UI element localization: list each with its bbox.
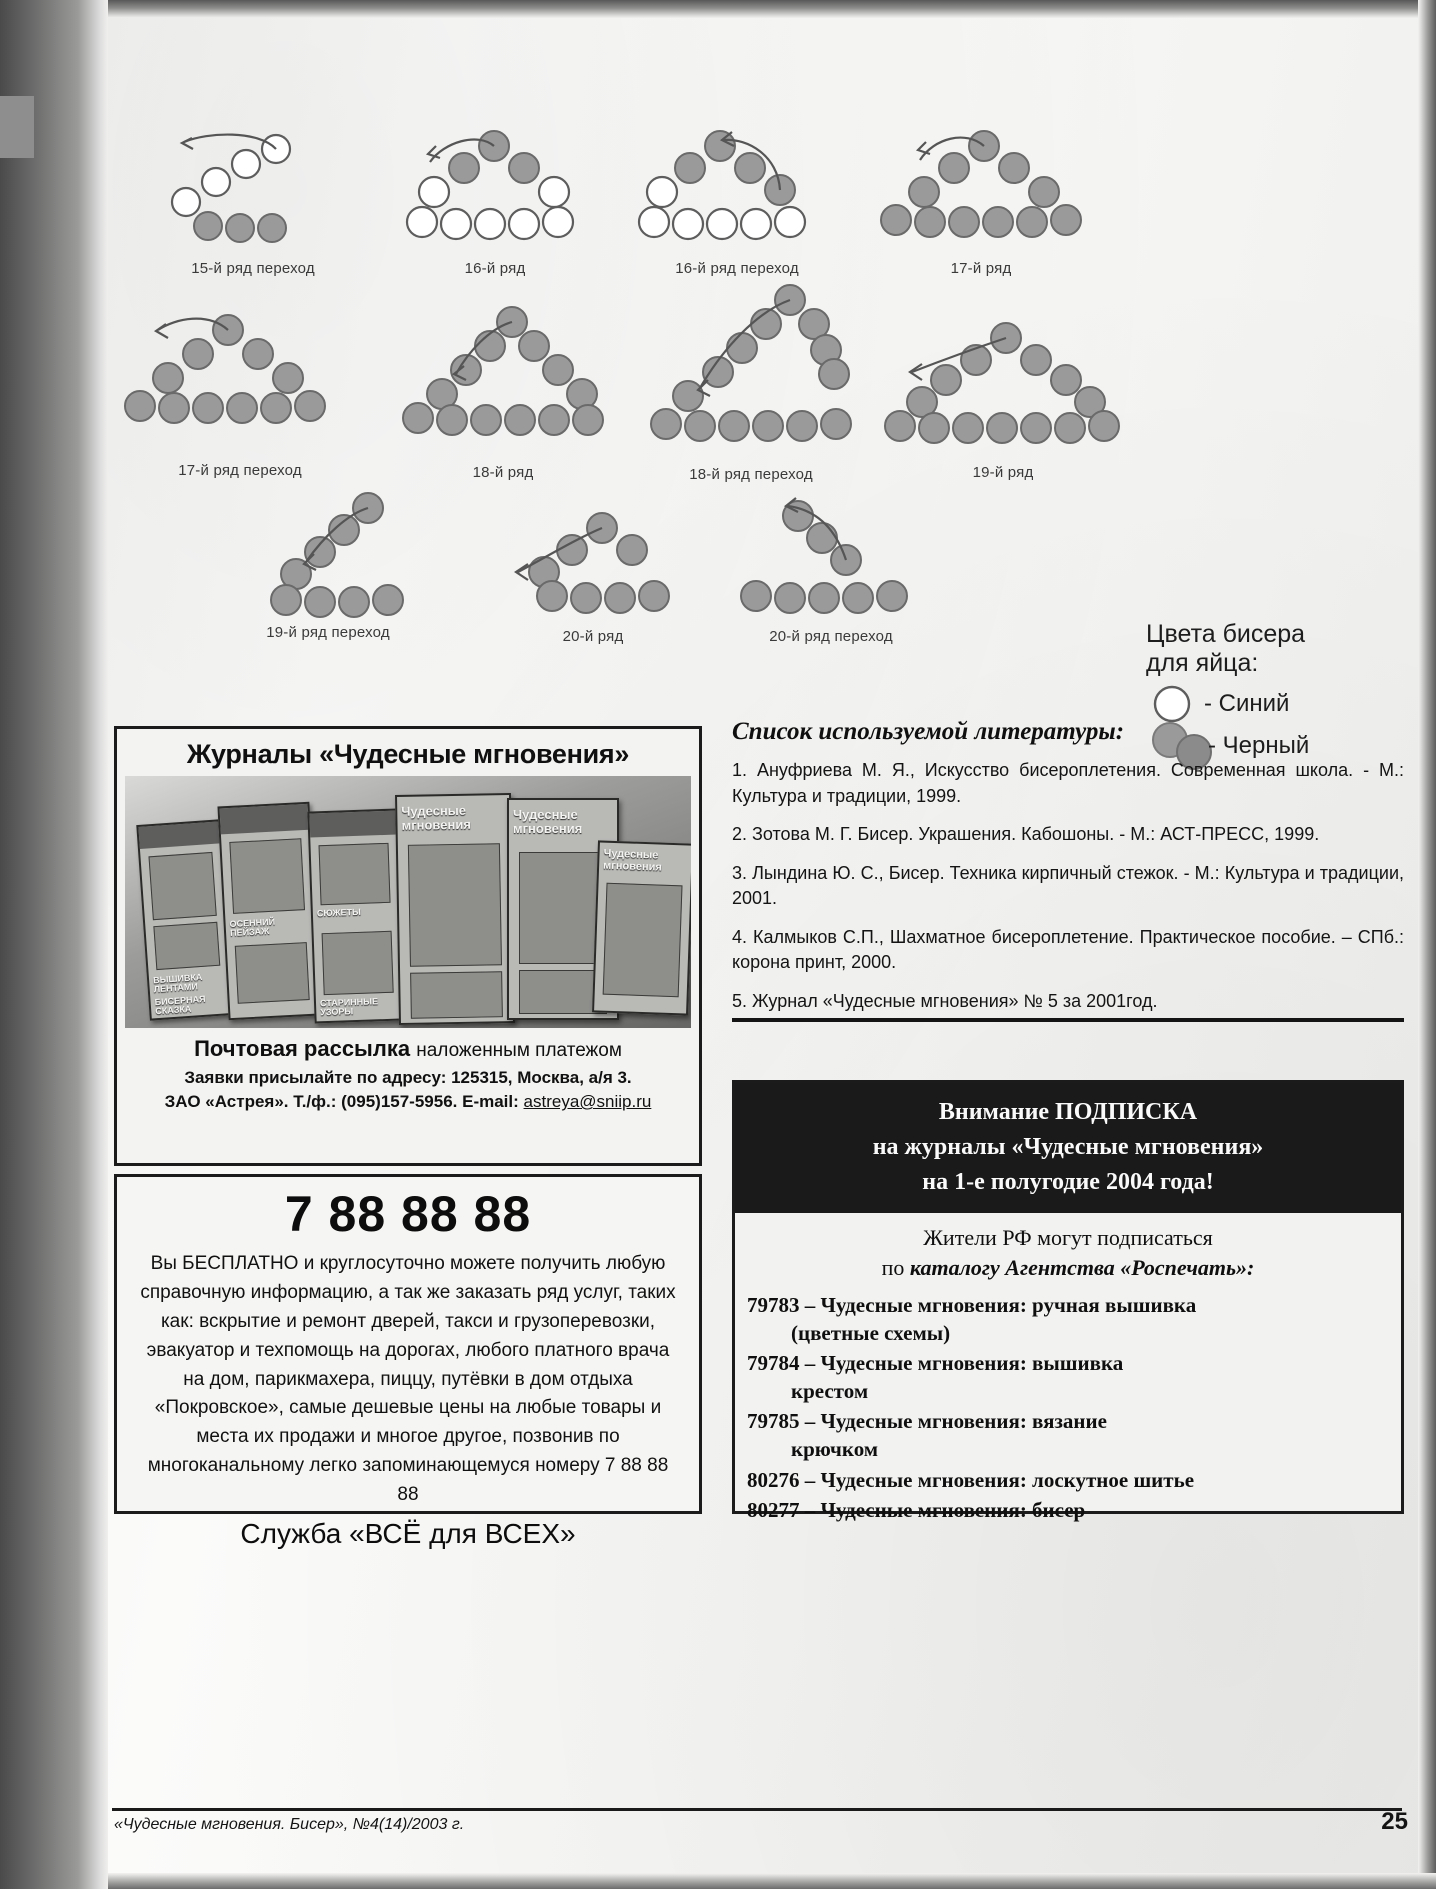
magazine-contact-block: [117, 1066, 699, 1120]
cover-title: Чудесные мгновения: [401, 802, 471, 833]
literature-section: [732, 718, 1404, 1027]
cover-title: Чудесные мгновения: [513, 807, 583, 836]
cover-caption: СТАРИННЫЕ УЗОРЫ: [319, 996, 379, 1018]
magazine-cover: [307, 808, 404, 1023]
diagram-18-row-transition: [626, 278, 876, 483]
scan-edge-left: [0, 0, 108, 1889]
subscription-code: 80277 –: [747, 1497, 821, 1522]
subscription-text: Чудесные мгновения: вязание: [820, 1409, 1107, 1434]
subscription-code: 79784 –: [747, 1351, 821, 1376]
literature-item: 2. Зотова М. Г. Бисер. Украшения. Кабошоны. - М.: АСТ-ПРЕСС, 1999.: [732, 824, 1320, 845]
cover-caption: СЮЖЕТЫ: [316, 906, 362, 919]
subscription-intro: [747, 1223, 1389, 1282]
mailing-rest: наложенным платежом: [416, 1040, 622, 1061]
subscription-row: [747, 1496, 1389, 1524]
subscription-box: [732, 1080, 1404, 1522]
spine-mark: [0, 96, 34, 158]
mailing-address: Заявки присылайте по адресу: 125315, Москва, а/я 3.: [184, 1068, 632, 1087]
magazine-ad: [114, 726, 702, 1166]
subscription-code: 80276 –: [747, 1467, 821, 1492]
subscription-intro-line1: Жители РФ могут подписаться: [923, 1225, 1213, 1251]
diagram-label: 19-й ряд: [972, 464, 1034, 481]
subscription-head-line2: на журналы «Чудесные мгновения»: [872, 1133, 1264, 1160]
diagram-15-row-transition: [148, 116, 358, 277]
diagram-20-row: [478, 500, 708, 645]
magazine-mailing-line: [117, 1036, 699, 1062]
legend-label-blue: - Синий: [1204, 689, 1290, 717]
magazine-ad-title: Журналы «Чудесные мгновения»: [186, 739, 630, 769]
magazine-cover: [217, 802, 320, 1021]
literature-item: 5. Журнал «Чудесные мгновения» № 5 за 2001год.: [732, 990, 1158, 1011]
legend-title: [1146, 620, 1396, 678]
phone-service-ad: [114, 1174, 702, 1549]
subscription-body: [735, 1213, 1401, 1533]
page-content: [108, 18, 1418, 1873]
diagram-label: 19-й ряд переход: [266, 624, 390, 641]
diagram-16-row-transition: [628, 116, 846, 277]
subscription-code: 79783 –: [747, 1292, 821, 1317]
subscription-header: [735, 1083, 1401, 1213]
subscription-cont: крючком: [791, 1437, 879, 1462]
mailing-bold: Почтовая рассылка: [194, 1036, 411, 1061]
subscription-cont: (цветные схемы): [791, 1320, 951, 1345]
phone-ad-service-name: Служба «ВСЁ для ВСЕХ»: [240, 1517, 576, 1549]
email-link[interactable]: astreya@sniip.ru: [523, 1092, 652, 1112]
phone-number: 7 88 88 88: [284, 1186, 532, 1242]
diagram-label: 17-й ряд переход: [178, 462, 302, 479]
legend-label-black: - Черный: [1208, 731, 1310, 759]
subscription-text: Чудесные мгновения: вышивка: [820, 1351, 1124, 1376]
page-number: 25: [1381, 1808, 1408, 1835]
legend-title-line2: для яйца:: [1146, 648, 1259, 677]
diagram-19-row: [878, 316, 1128, 481]
diagram-label: 17-й ряд: [950, 260, 1012, 277]
cover-caption: ОСЕННИЙ ПЕЙЗАЖ: [229, 916, 276, 939]
subscription-row: [747, 1291, 1389, 1347]
subscription-row: [747, 1466, 1389, 1494]
cover-caption: ВЫШИВКА ЛЕНТАМИ: [152, 971, 203, 995]
subscription-text: Чудесные мгновения: лоскутное шитье: [820, 1467, 1195, 1492]
subscription-row: [747, 1407, 1389, 1463]
literature-item: 4. Калмыков С.П., Шахматное бисероплетение. Практическое пособие. – СПб.: корона принт, 2000.: [732, 926, 1404, 973]
diagram-17-row: [866, 116, 1096, 277]
literature-title: Список используемой литературы:: [732, 718, 1125, 745]
subscription-text: Чудесные мгновения: бисер: [820, 1497, 1086, 1522]
section-divider: [732, 1018, 1404, 1022]
legend-title-line1: Цвета бисера: [1146, 620, 1306, 648]
subscription-head-line3: на 1-е полугодие 2004 года!: [922, 1168, 1214, 1195]
scan-edge-right: [1418, 0, 1436, 1889]
subscription-cont: крестом: [791, 1379, 869, 1404]
diagram-label: 15-й ряд переход: [191, 260, 315, 277]
subscription-row: [747, 1349, 1389, 1405]
subscription-code: 79785 –: [747, 1409, 821, 1434]
magazine-covers-photo: [125, 776, 691, 1028]
diagram-18-row: [378, 294, 628, 481]
diagram-16-row: [386, 116, 604, 277]
subscription-catalog-name: каталогу Агентства «Роспечать»:: [909, 1255, 1255, 1281]
diagram-17-row-transition: [118, 298, 362, 479]
footer-divider: [112, 1808, 1402, 1811]
cover-title: Чудесные мгновения: [602, 847, 663, 874]
diagram-label: 18-й ряд: [472, 464, 534, 481]
cover-caption: БИСЕРНАЯ СКАЗКА: [154, 993, 206, 1017]
diagram-20-row-transition: [716, 484, 946, 645]
subscription-head-line1: Внимание ПОДПИСКА: [938, 1099, 1198, 1125]
phone-ad-body: Вы БЕСПЛАТНО и круглосуточно можете получить любую справочную информацию, а так же заказать ряд услуг, таких как: вскрытие и ремонт дверей, такси и грузоперевозки, эвакуатор и техпомощь на дорогах, любого платного врача на дом, парикмахера, пиццу, путёвки в дом отдыха «Покровское», самые дешевые цены на любые товары и места их продажи и многое другое, позвонив по многоканальному легко запоминающемуся номеру 7 88 88 88: [140, 1253, 676, 1505]
magazine-cover: [395, 793, 515, 1025]
scan-edge-top: [108, 0, 1436, 18]
diagram-label: 18-й ряд переход: [689, 466, 813, 483]
literature-item: 3. Лындина Ю. С., Бисер. Техника кирпичный стежок. - М.: Культура и традиции, 2001.: [732, 862, 1404, 909]
magazine-cover: [592, 840, 691, 1015]
diagram-label: 20-й ряд переход: [769, 628, 893, 645]
subscription-intro-pre: по: [881, 1255, 910, 1281]
literature-item: 1. Ануфриева М. Я., Искусство бисероплетения. Современная школа. - М.: Культура и традиции, 1999.: [732, 760, 1404, 806]
diagram-19-row-transition: [228, 484, 428, 641]
subscription-text: Чудесные мгновения: ручная вышивка: [820, 1292, 1197, 1317]
diagram-label: 20-й ряд: [562, 628, 624, 645]
diagram-label: 16-й ряд переход: [675, 260, 799, 277]
diagram-label: 16-й ряд: [464, 260, 526, 277]
company-line: ЗАО «Астрея». Т./ф.: (095)157-5956. E-mail:: [164, 1092, 519, 1112]
footer-credit: «Чудесные мгновения. Бисер», №4(14)/2003 г.: [114, 1816, 465, 1833]
scan-edge-bottom: [108, 1873, 1436, 1889]
